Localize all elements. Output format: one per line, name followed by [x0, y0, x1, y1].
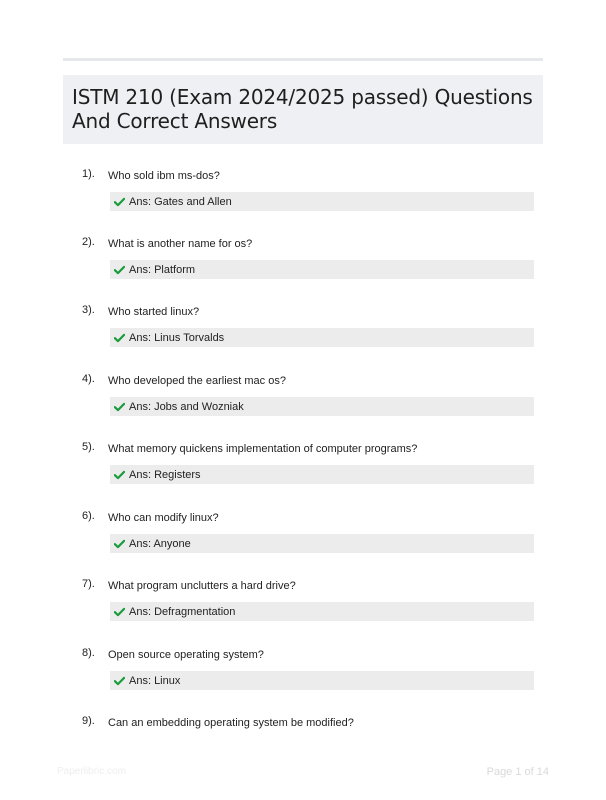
question-text: What memory quickens implementation of computer programs?: [108, 443, 418, 455]
question-text: Who started linux?: [108, 306, 200, 318]
question-text: Can an embedding operating system be modified?: [108, 717, 354, 729]
question-number: 5).: [82, 441, 95, 453]
check-icon: [114, 402, 125, 412]
answer-text: Ans: Registers: [129, 468, 201, 481]
footer-watermark: Paperlibric.com: [57, 766, 126, 777]
question-item: [0, 647, 606, 711]
question-number: 3).: [82, 304, 95, 316]
answer-box: [110, 192, 534, 211]
question-item: [0, 441, 606, 505]
check-icon: [114, 333, 125, 343]
title-banner: [63, 75, 543, 144]
answer-box: [110, 602, 534, 621]
check-icon: [114, 539, 125, 549]
check-icon: [114, 265, 125, 275]
answer-text: Ans: Anyone: [129, 537, 191, 550]
question-text: Open source operating system?: [108, 649, 264, 661]
question-item: [0, 578, 606, 642]
answer-box: [110, 465, 534, 484]
answer-text: Ans: Linus Torvalds: [129, 331, 225, 344]
check-icon: [114, 197, 125, 207]
answer-text: Ans: Linux: [129, 674, 181, 687]
question-item: [0, 510, 606, 574]
question-text: Who can modify linux?: [108, 512, 219, 524]
question-number: 6).: [82, 510, 95, 522]
check-icon: [114, 676, 125, 686]
document-title: ISTM 210 (Exam 2024/2025 passed) Questions And Correct Answers: [72, 85, 533, 133]
answer-text: Ans: Gates and Allen: [129, 195, 232, 208]
top-divider: [63, 58, 543, 61]
question-item: [0, 236, 606, 300]
answer-box: [110, 534, 534, 553]
answer-box: [110, 260, 534, 279]
check-icon: [114, 470, 125, 480]
question-item: [0, 373, 606, 437]
page-indicator: Page 1 of 14: [486, 766, 549, 778]
answer-box: [110, 397, 534, 416]
question-text: What is another name for os?: [108, 238, 253, 250]
question-number: 8).: [82, 647, 95, 659]
question-item: [0, 304, 606, 368]
answer-box: [110, 328, 534, 347]
answer-text: Ans: Jobs and Wozniak: [129, 400, 244, 413]
question-number: 7).: [82, 578, 95, 590]
answer-text: Ans: Platform: [129, 263, 196, 276]
answer-box: [110, 671, 534, 690]
question-number: 2).: [82, 236, 95, 248]
question-number: 1).: [82, 168, 95, 180]
question-item: [0, 168, 606, 232]
check-icon: [114, 607, 125, 617]
question-number: 9).: [82, 715, 95, 727]
question-text: What program unclutters a hard drive?: [108, 580, 296, 592]
answer-text: Ans: Defragmentation: [129, 605, 236, 618]
question-text: Who sold ibm ms-dos?: [108, 170, 220, 182]
question-text: Who developed the earliest mac os?: [108, 375, 286, 387]
question-number: 4).: [82, 373, 95, 385]
